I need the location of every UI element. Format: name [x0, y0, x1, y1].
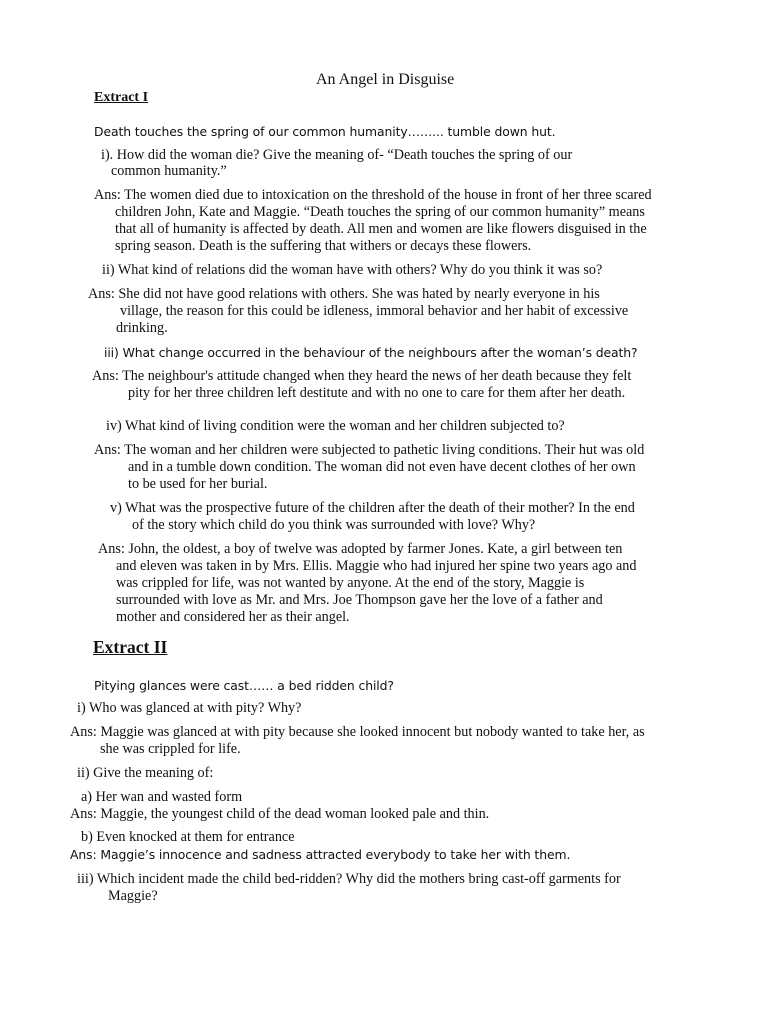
question-line: iv) What kind of living condition were the woman and her children subjected to? [106, 418, 565, 434]
extract-2-passage: Pitying glances were cast…… a bed ridden child? [94, 678, 394, 693]
answer-line: she was crippled for life. [100, 741, 241, 757]
question-line: common humanity.” [111, 163, 227, 179]
question-line: i) Who was glanced at with pity? Why? [77, 700, 302, 716]
answer-line: Ans: The women died due to intoxication on the threshold of the house in front of her three scared [94, 187, 652, 203]
question-line: iii) Which incident made the child bed-ridden? Why did the mothers bring cast-off garments for [77, 871, 621, 887]
answer-line: pity for her three children left destitute and with no one to care for them after her death. [128, 385, 626, 401]
question-line: ii) What kind of relations did the woman have with others? Why do you think it was so? [102, 262, 603, 278]
answer-line: Ans: Maggie, the youngest child of the dead woman looked pale and thin. [70, 806, 490, 822]
question-line: ii) Give the meaning of: [77, 765, 214, 781]
question-line: Maggie? [108, 888, 158, 904]
answer-line: and eleven was taken in by Mrs. Ellis. Maggie who had injured her spine two years ago and [116, 558, 637, 574]
answer-line: Ans: The neighbour's attitude changed when they heard the news of her death because they felt [92, 368, 632, 384]
question-line: i). How did the woman die? Give the meaning of- “Death touches the spring of our [101, 147, 573, 163]
page-title: An Angel in Disguise [316, 71, 455, 88]
question-line: v) What was the prospective future of the children after the death of their mother? In the end [110, 500, 635, 516]
answer-line: and in a tumble down condition. The woman did not even have decent clothes of her own [128, 459, 636, 475]
extract-1-passage: Death touches the spring of our common humanity……... tumble down hut. [94, 124, 556, 139]
answer-line: that all of humanity is affected by death. All men and women are like flowers disguised in the [115, 221, 647, 237]
question-line: iii) What change occurred in the behaviour of the neighbours after the woman’s death? [104, 345, 638, 360]
question-line: a) Her wan and wasted form [81, 789, 243, 805]
answer-line: Ans: John, the oldest, a boy of twelve was adopted by farmer Jones. Kate, a girl between ten [98, 541, 623, 557]
extract-2-heading: Extract II [93, 637, 168, 657]
extract-1-heading: Extract I [94, 90, 149, 105]
answer-line: Ans: Maggie was glanced at with pity because she looked innocent but nobody wanted to take her, as [70, 724, 645, 740]
answer-line: mother and considered her as their angel. [116, 609, 350, 625]
answer-line: surrounded with love as Mr. and Mrs. Joe Thompson gave her the love of a father and [116, 592, 603, 608]
answer-line: village, the reason for this could be idleness, immoral behavior and her habit of excessive [120, 303, 629, 319]
answer-line: was crippled for life, was not wanted by anyone. At the end of the story, Maggie is [116, 575, 585, 591]
question-line: b) Even knocked at them for entrance [81, 829, 295, 845]
answer-line: Ans: Maggie’s innocence and sadness attracted everybody to take her with them. [70, 847, 571, 862]
answer-line: Ans: She did not have good relations with others. She was hated by nearly everyone in his [88, 286, 600, 302]
answer-line: drinking. [116, 320, 168, 336]
answer-line: spring season. Death is the suffering that withers or decays these flowers. [115, 238, 532, 254]
question-line: of the story which child do you think was surrounded with love? Why? [132, 517, 536, 533]
answer-line: children John, Kate and Maggie. “Death touches the spring of our common humanity” means [115, 204, 645, 220]
answer-line: Ans: The woman and her children were subjected to pathetic living conditions. Their hut was old [94, 442, 645, 458]
answer-line: to be used for her burial. [128, 476, 268, 492]
